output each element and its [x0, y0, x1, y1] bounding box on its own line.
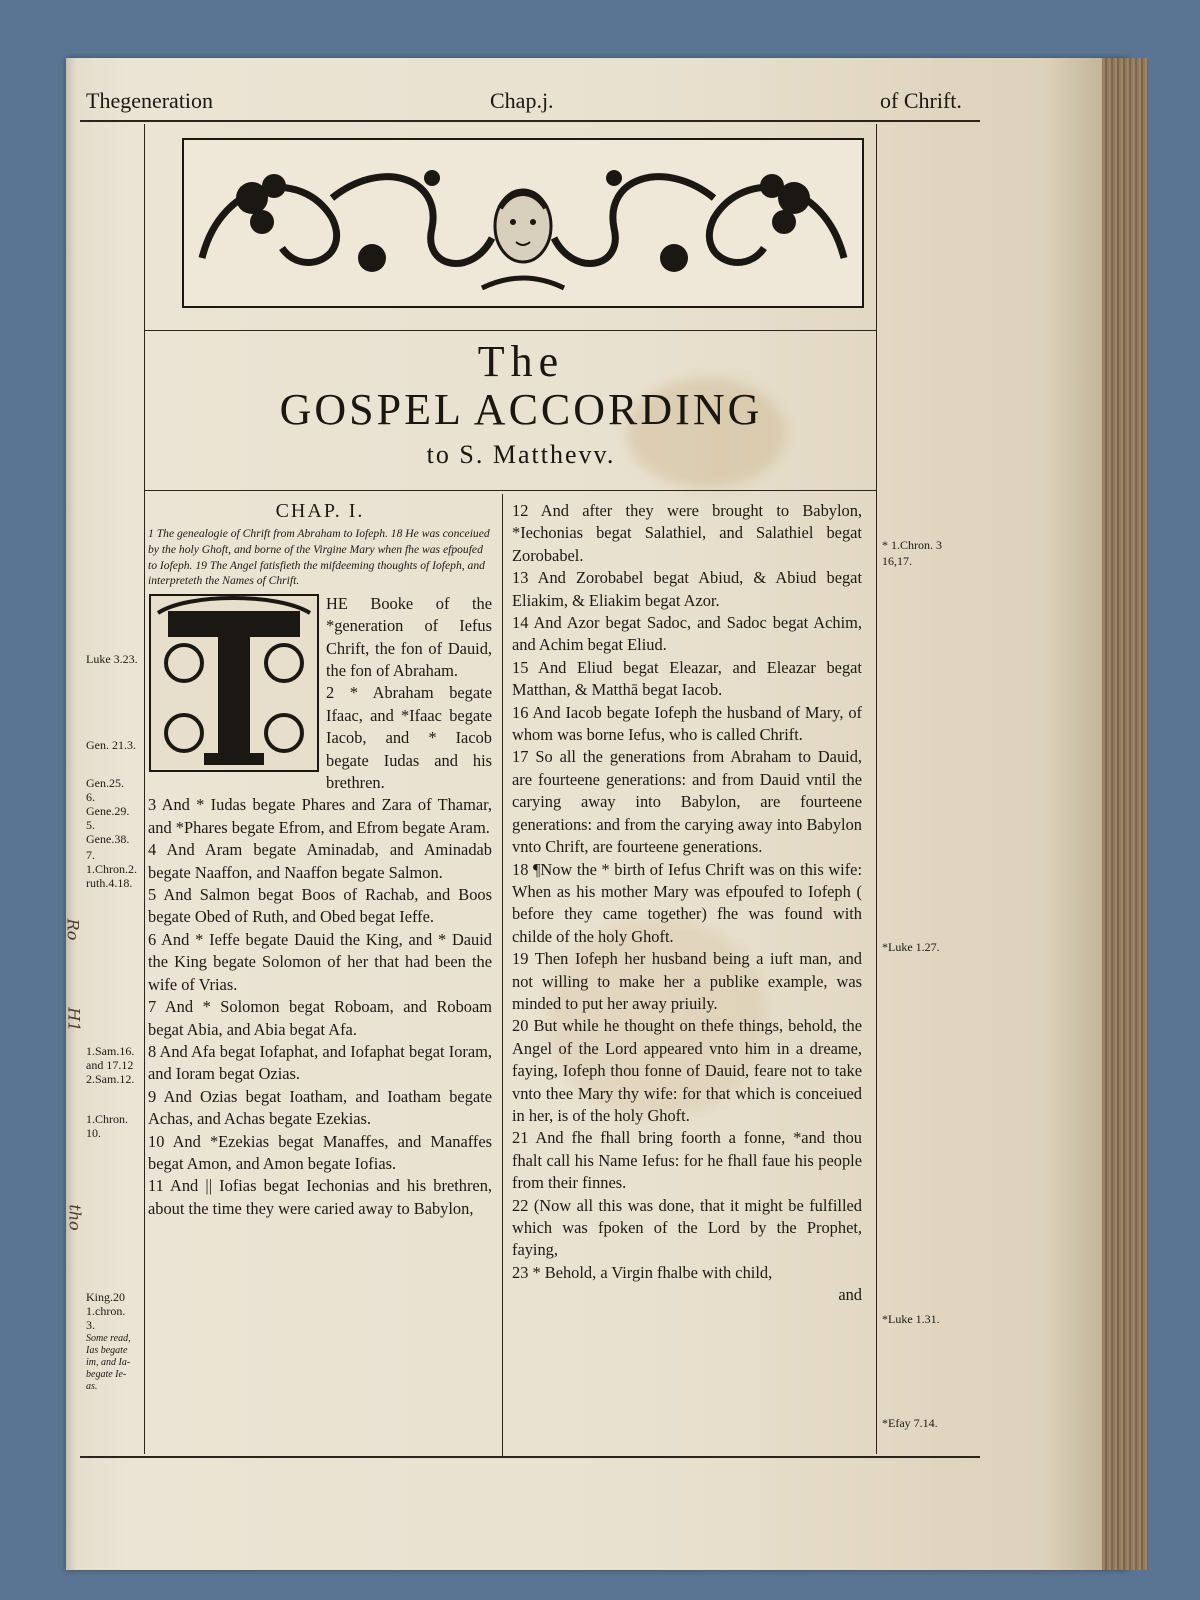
margin-note: Gene.38. [86, 832, 130, 846]
catchword: and [838, 1285, 862, 1305]
margin-note: 1.Sam.16. [86, 1044, 135, 1058]
verse-20: 20 But while he thought on thefe things, behold, the Angel of the Lord appeared vnto him in a dreame, faying, Iofeph thou fonne of Dauid, feare not to take vnto thee Mary thy wife: for that which is conceiued in her, is of the holy Ghoft. [512, 1016, 862, 1125]
verse-19: 19 Then Iofeph her husband being a iuft man, and not willing to make her a publike example, was minded to put her away priuily. [512, 949, 862, 1013]
handwritten-annotation: Ro [63, 918, 83, 941]
page-edges [1102, 58, 1148, 1570]
footer-rule [80, 1456, 980, 1458]
margin-note: 2.Sam.12. [86, 1072, 135, 1086]
headpiece-ornament [182, 138, 864, 308]
margin-note: as. [86, 1381, 98, 1392]
margin-note: 10. [86, 1126, 101, 1140]
margin-note: 5. [86, 818, 95, 832]
title-the: The [477, 337, 565, 386]
verse-18: 18 ¶Now the * birth of Iefus Chrift was on this wife: When as his mother Mary was efpoufed to Iofeph ( before they came together) fhe was found with childe of the holy Ghoft. [512, 859, 862, 946]
verse-23: 23 * Behold, a Virgin fhalbe with child, [512, 1262, 773, 1282]
verse-16: 16 And Iacob begate Iofeph the husband of Mary, of whom was borne Iefus, who is called Chrift. [512, 702, 862, 745]
margin-note-right: 16,17. [882, 554, 912, 568]
margin-note: Some read, [86, 1333, 131, 1344]
page-spine [66, 58, 76, 1570]
header-rule [80, 120, 980, 122]
verse-3: 3 And * Iudas begate Phares and Zara of Thamar, and *Phares begate Efrom, and Efrom begate Aram. [148, 795, 492, 837]
margin-note: Luke 3.23. [86, 652, 138, 666]
margin-note: im, and Ia- [86, 1357, 131, 1368]
margin-note: 1.Chron.2. [86, 862, 137, 876]
verse-15: 15 And Eliud begat Eleazar, and Eleazar begat Matthan, & Matthā begat Iacob. [512, 657, 862, 700]
verse-9: 9 And Ozias begat Ioatham, and Ioatham begate Achas, and Achas begate Ezekias. [148, 1086, 492, 1129]
header-right: of Chrift. [880, 88, 962, 113]
verse-1: HE Booke of the *generation of Iefus Chrift, the fon of Dauid, the fon of Abraham. [326, 593, 492, 680]
margin-note: 6. [86, 790, 95, 804]
margin-note: King.20 [86, 1290, 125, 1304]
margin-note: Gen.25. [86, 776, 124, 790]
verse-22: 22 (Now all this was done, that it might be fulfilled which was fpoken of the Lord by the Prophet, faying, [512, 1195, 862, 1260]
margin-note: 3. [86, 1318, 95, 1332]
margin-note-right: *Luke 1.31. [882, 1312, 940, 1326]
text-column-right [512, 500, 862, 1307]
verse-7: 7 And * Solomon begat Roboam, and Roboam begat Abia, and Abia begat Afa. [148, 997, 492, 1039]
verse-4: 4 And Aram begate Aminadab, and Aminadab begate Naaffon, and Naaffon begate Salmon. [148, 840, 492, 882]
margin-note-right: *Efay 7.14. [882, 1416, 938, 1430]
title-rule [144, 490, 876, 491]
verse-13: 13 And Zorobabel begat Abiud, & Abiud begat Eliakim, & Eliakim begat Azor. [512, 568, 862, 610]
header-left: Thegeneration [86, 88, 214, 113]
title-gospel-according: GOSPEL ACCORDING [279, 385, 763, 434]
running-header [86, 84, 1046, 120]
text-column-left [148, 500, 492, 1220]
margin-note: and 17.12 [86, 1058, 134, 1072]
margin-note-right: *Luke 1.27. [882, 940, 940, 954]
verse-5: 5 And Salmon begat Boos of Rachab, and Boos begate Obed of Ruth, and Obed begat Ieffe. [148, 885, 492, 927]
column-divider [502, 494, 503, 1456]
verse-14: 14 And Azor begat Sadoc, and Sadoc begat Achim, and Achim begat Eliud. [512, 613, 862, 655]
margin-note: Gene.29. [86, 804, 130, 818]
margin-note: ruth.4.18. [86, 876, 133, 890]
margin-note: Gen. 21.3. [86, 738, 136, 752]
verse-21: 21 And fhe fhall bring foorth a fonne, *and thou fhalt call his Name Iefus: for he fhall faue his people from their finnes. [512, 1128, 862, 1193]
chapter-summary: 1 The genealogie of Chrift from Abraham to Iofeph. 18 He was conceiued by the holy Ghoft, and borne of the Virgine Mary when fhe was efpoufed to Iofeph. 19 The Angel fatisfieth the mifdeeming thoughts of Iofeph, and interpreteth the Names of Chrift. [148, 527, 490, 588]
verse-17: 17 So all the generations from Abraham to Dauid, are fourteene generations: and from Dauid vntil the carying away into Babylon, are fourteene generations: and from the carying away into Babylon vnto Chrift, are fourteene generations. [512, 747, 862, 857]
title-matthew: to S. Matthevv. [426, 440, 616, 469]
verse-10: 10 And *Ezekias begat Manaffes, and Manaffes begat Amon, and Amon begate Iofias. [148, 1131, 492, 1173]
header-center: Chap.j. [490, 88, 554, 113]
drop-cap-t [148, 593, 320, 773]
verse-11: 11 And || Iofias begat Iechonias and his brethren, about the time they were caried away to Babylon, [148, 1176, 492, 1218]
book-page [63, 58, 1128, 1570]
margin-note-right: * 1.Chron. 3 [882, 538, 942, 552]
ornament-rule [144, 330, 876, 331]
margin-note: Ias begate [86, 1345, 128, 1356]
handwritten-annotation: tho [65, 1204, 85, 1231]
margin-note: 1.Chron. [86, 1112, 128, 1126]
verse-8: 8 And Afa begat Iofaphat, and Iofaphat begat Ioram, and Ioram begat Ozias. [148, 1041, 492, 1084]
margin-note: 1.chron. [86, 1304, 126, 1318]
verse-6: 6 And * Ieffe begate Dauid the King, and * Dauid the King begate Solomon of her that had been the wife of Vrias. [148, 929, 492, 994]
frame-right-line [876, 124, 877, 1454]
frame-left-line [144, 124, 145, 1454]
verse-12: 12 And after they were brought to Babylon, *Iechonias begat Salathiel, and Salathiel begat Zorobabel. [512, 501, 862, 565]
verse-2: 2 * Abraham begate Ifaac, and *Ifaac begate Iacob, and * Iacob begate Iudas and his brethren. [326, 683, 492, 793]
margin-note: 7. [86, 848, 95, 862]
chapter-heading: CHAP. I. [275, 500, 365, 522]
handwritten-annotation: H1 [64, 1007, 84, 1032]
margin-note: begate Ie- [86, 1369, 127, 1380]
